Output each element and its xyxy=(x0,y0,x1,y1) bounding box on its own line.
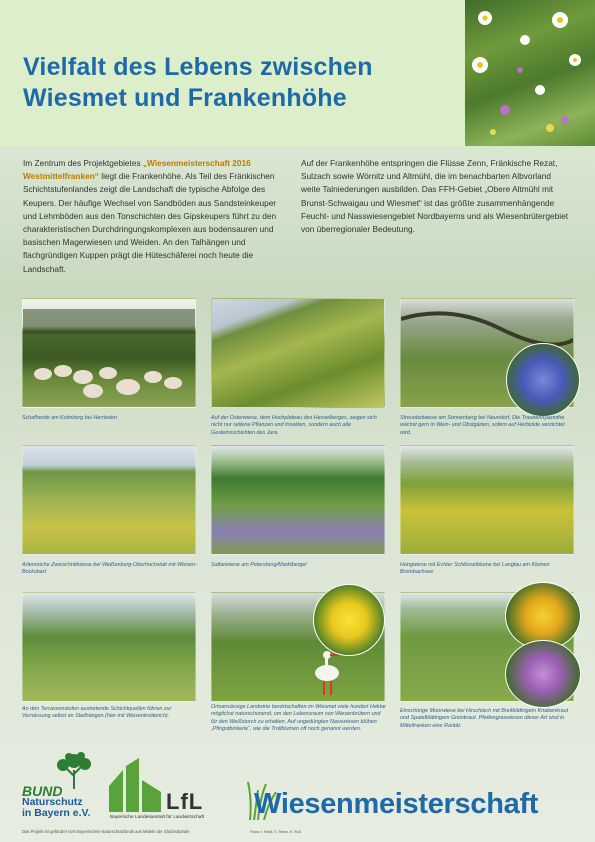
intro-left-post: liegt die Frankenhöhe. Als Teil des Fränkischen Schichtstufenlandes zeigt die Landschaft die typische Abfolge des Keupers. Der häufige Wechsel von Sandböden aus Sandsteinkeuper und Lehmböden aus den Tonschichten des Gipskeupers führt zu den charakteristischen Durchdringungskomplexen aus bodensauren und basischen Magerwiesen und Weiden. An den Talhängen und flachgründigen Kuppen prägt die Hüteschäferei noch heute die Landschaft. xyxy=(23,171,277,274)
globeflower-inset xyxy=(313,584,385,656)
caption-two-cut-meadow: Artenreiche Zweischnittwiese bei Weißenburg-Oberhochstatt mit Wiesen-Bocksbart xyxy=(22,562,197,576)
intro-left-pre: Im Zentrum des Projektgebietes xyxy=(23,158,143,168)
title-line-2: Wiesmet und Frankenhöhe xyxy=(23,84,347,112)
caption-sage-meadow: Salbeiwiese am Petersberg/Marktbergel xyxy=(211,562,307,568)
bund-logo-subtext xyxy=(22,797,117,819)
grape-hyacinth-inset xyxy=(506,343,580,417)
bund-line-2: Naturschutz xyxy=(22,796,83,808)
caption-terrace-springs: An den Terrassenstufen austretende Schichtquellen führen zur Vernässung selbst an Steilhängen (hier mit Wiesenknöterich). xyxy=(22,706,172,720)
caption-orchard: Streuobstwiese am Sonnenberg bei Neundorf. Die Traubenhyazinthe wächst gern in Wein- und Obstgärten, sofern auf Herbizide verzichtet wird. xyxy=(400,415,565,436)
funding-note: Das Projekt ist gefördert vom Bayerischen Naturschutzfonds aus Mitteln der GlücksSpirale xyxy=(22,829,190,834)
title-line-1: Vielfalt des Lebens zwischen xyxy=(23,53,373,81)
header-flower-photo xyxy=(465,0,595,146)
intro-text-right: Auf der Frankenhöhe entspringen die Flüsse Zenn, Fränkische Rezat, Sulzach sowie Wörnitz und Altmühl, die im benachbarten Albvorland weite Talniederungen ausbilden. Das FFH-Gebiet „Obere Altmühl mit Brunst-Schwaigau und Wiesmet“ ist das größte zusammenhängende Feucht- und Nasswiesengebiet Nordbayerns und als Wiesenbrütergebiet von überregionaler Bedeutung. xyxy=(301,158,569,235)
caption-hesselberg: Auf der Osterwiese, dem Hochplateau des Hesselberges, zeigen sich nicht nur seltene Pflanzen und Insekten, sondern auch alle Gesteinsschichten des Jura. xyxy=(211,415,377,436)
photo-cowslip-slope xyxy=(400,445,574,555)
page-title xyxy=(23,52,463,114)
caption-cowslip: Hangwiese mit Echter Schlüsselblume bei Langlau am Kleinen Brombachsee xyxy=(400,562,550,576)
caption-wiesmet: Ortsansässige Landwirte bewirtschaften im Wiesmet viele hundert Hektar möglichst naturschonend, um den Lebensraum von Wiesenbrütern und für den Weißstorch zu erhalten. Auf ungedüngten Nasswiesen blühen „Pfingstbinkerle“, wie die Trollblumen oft noch genannt werden. xyxy=(211,704,386,732)
bund-logo-text: BUND xyxy=(22,783,63,799)
caption-sheep: Schafherde am Kolmberg bei Herrieden xyxy=(22,415,117,421)
wiesenmeisterschaft-logo-text: Wiesenmeisterschaft xyxy=(254,788,539,820)
photo-sheep-herd xyxy=(22,298,196,408)
photo-hesselberg-slope xyxy=(211,298,385,408)
photo-two-cut-meadow xyxy=(22,445,196,555)
lfl-logo-text: LfL xyxy=(166,789,204,814)
caption-moor-meadow: Einschürige Moorwiese bei Hirschlach mit Breitblättrigem Knabenkraut und Spatelblättrigem Greiskraut. Pfeifengraswiesen dieser Art sind in Mittelfranken eine Rarität. xyxy=(400,708,569,729)
bund-line-3: in Bayern e.V. xyxy=(22,807,91,819)
photo-credits: Fotos: I. Riedl, S. Stenz, K. Ruß xyxy=(250,830,301,834)
project-name-highlight: „Wiesenmeisterschaft 2016 Westmittelfranken“ xyxy=(23,158,251,182)
orchid-inset xyxy=(505,640,581,708)
photo-sage-meadow xyxy=(211,445,385,555)
photo-terrace-springs xyxy=(22,592,196,702)
lfl-leaf-icon xyxy=(109,758,161,812)
lfl-subtitle: Bayerische Landesanstalt für Landwirtschaft xyxy=(110,815,205,820)
intro-text-left xyxy=(23,157,278,276)
